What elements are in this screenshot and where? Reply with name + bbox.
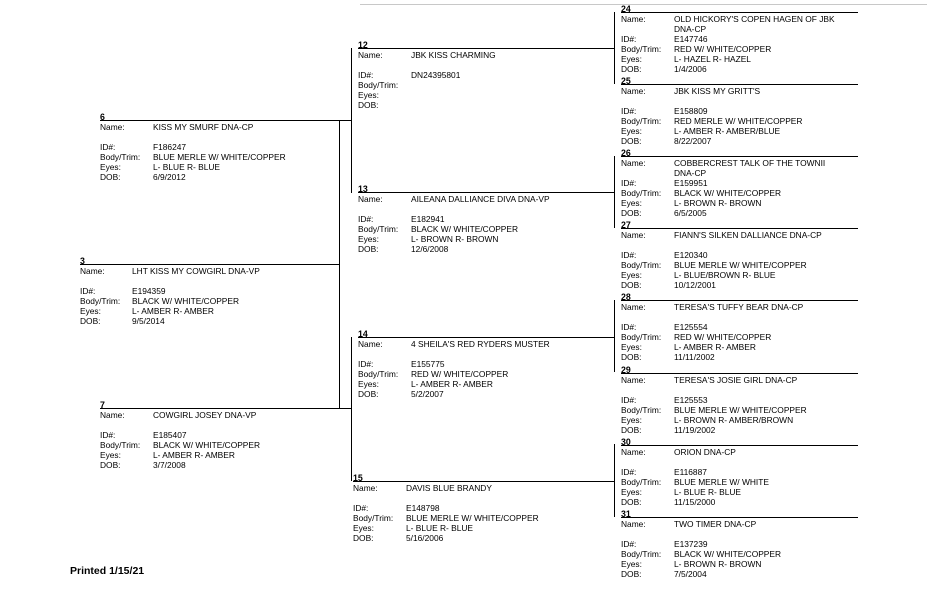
body-trim-value: BLUE MERLE W/ WHITE/COPPER [674, 260, 807, 270]
dob-label: DOB: [100, 460, 121, 470]
id-label: ID#: [358, 70, 374, 80]
body-trim-value: BLACK W/ WHITE/COPPER [674, 188, 782, 198]
entry-underline [621, 228, 858, 229]
name-label: Name: [358, 50, 383, 60]
id-label: ID#: [358, 359, 374, 369]
eyes-value: L- BLUE R- BLUE [153, 162, 221, 172]
entry-number: 13 [358, 184, 368, 194]
dob-label: DOB: [621, 280, 642, 290]
entry-number: 29 [621, 365, 631, 375]
dob-label: DOB: [358, 244, 379, 254]
entry-underline [621, 156, 858, 157]
eyes-value: L- HAZEL R- HAZEL [674, 54, 751, 64]
name-value: DAVIS BLUE BRANDY [406, 483, 492, 493]
eyes-value: L- BROWN R- BROWN [411, 234, 499, 244]
id-value: F186247 [153, 142, 187, 152]
entry-underline [80, 264, 339, 265]
body-trim-value: BLACK W/ WHITE/COPPER [674, 549, 782, 559]
id-label: ID#: [353, 503, 369, 513]
name-label: Name: [621, 230, 646, 240]
entry-underline [358, 337, 614, 338]
id-label: ID#: [621, 322, 637, 332]
name-value: COWGIRL JOSEY DNA-VP [153, 410, 257, 420]
eyes-value: L- AMBER R- AMBER [153, 450, 235, 460]
body-trim-label: Body/Trim: [100, 152, 141, 162]
dob-label: DOB: [621, 136, 642, 146]
body-trim-value: BLACK W/ WHITE/COPPER [153, 440, 261, 450]
bracket-7-connector [351, 337, 352, 481]
body-trim-label: Body/Trim: [621, 405, 662, 415]
body-trim-value: RED W/ WHITE/COPPER [674, 44, 772, 54]
id-label: ID#: [100, 430, 116, 440]
body-trim-value: BLACK W/ WHITE/COPPER [132, 296, 240, 306]
name-label: Name: [358, 194, 383, 204]
entry-number: 26 [621, 148, 631, 158]
body-trim-label: Body/Trim: [621, 477, 662, 487]
dob-label: DOB: [358, 100, 379, 110]
dob-value: 8/22/2007 [674, 136, 712, 146]
name-value: OLD HICKORY'S COPEN HAGEN OF JBK [674, 14, 835, 24]
body-trim-label: Body/Trim: [621, 260, 662, 270]
name-label: Name: [621, 447, 646, 457]
eyes-value: L- AMBER R- AMBER/BLUE [674, 126, 781, 136]
body-trim-label: Body/Trim: [621, 44, 662, 54]
body-trim-value: RED MERLE W/ WHITE/COPPER [674, 116, 803, 126]
entry-number: 15 [353, 473, 363, 483]
eyes-value: L- BLUE/BROWN R- BLUE [674, 270, 776, 280]
name-label: Name: [100, 122, 125, 132]
name-label: Name: [621, 86, 646, 96]
id-value: E155775 [411, 359, 445, 369]
body-trim-value: BLUE MERLE W/ WHITE [674, 477, 769, 487]
id-label: ID#: [621, 178, 637, 188]
eyes-value: L- AMBER R- AMBER [132, 306, 214, 316]
id-value: E158809 [674, 106, 708, 116]
dob-label: DOB: [80, 316, 101, 326]
entry-number: 25 [621, 76, 631, 86]
id-label: ID#: [100, 142, 116, 152]
entry-number: 27 [621, 220, 631, 230]
name-label: Name: [621, 375, 646, 385]
eyes-label: Eyes: [358, 90, 379, 100]
body-trim-value: BLACK W/ WHITE/COPPER [411, 224, 519, 234]
id-label: ID#: [621, 34, 637, 44]
id-value: E148798 [406, 503, 440, 513]
eyes-value: L- BLUE R- BLUE [406, 523, 474, 533]
dob-label: DOB: [621, 425, 642, 435]
eyes-label: Eyes: [621, 198, 642, 208]
entry-number: 3 [80, 256, 85, 266]
id-value: E120340 [674, 250, 708, 260]
name-value: TWO TIMER DNA-CP [674, 519, 757, 529]
id-value: E125553 [674, 395, 708, 405]
eyes-label: Eyes: [621, 126, 642, 136]
body-trim-value: BLUE MERLE W/ WHITE/COPPER [153, 152, 286, 162]
body-trim-label: Body/Trim: [80, 296, 121, 306]
id-label: ID#: [621, 395, 637, 405]
entry-number: 6 [100, 112, 105, 122]
entry-number: 7 [100, 400, 105, 410]
eyes-label: Eyes: [621, 487, 642, 497]
body-trim-value: RED W/ WHITE/COPPER [411, 369, 509, 379]
name-label: Name: [358, 339, 383, 349]
entry-underline [100, 120, 351, 121]
name-value: FIANN'S SILKEN DALLIANCE DNA-CP [674, 230, 822, 240]
name-label: Name: [621, 302, 646, 312]
id-label: ID#: [621, 539, 637, 549]
entry-underline [621, 373, 858, 374]
page-top-edge [360, 4, 927, 5]
eyes-label: Eyes: [353, 523, 374, 533]
bracket-6-connector [351, 48, 352, 193]
name-label: Name: [621, 158, 646, 168]
printed-date: Printed 1/15/21 [70, 565, 145, 577]
dob-value: 11/15/2000 [674, 497, 716, 507]
entry-underline [621, 84, 858, 85]
dob-label: DOB: [353, 533, 374, 543]
entry-underline [353, 481, 614, 482]
name-value: KISS MY SMURF DNA-CP [153, 122, 254, 132]
id-value: E185407 [153, 430, 187, 440]
bracket-3-connector [339, 120, 340, 409]
entry-number: 12 [358, 40, 368, 50]
id-label: ID#: [80, 286, 96, 296]
name-label: Name: [100, 410, 125, 420]
eyes-label: Eyes: [621, 559, 642, 569]
bracket-13-connector [614, 156, 615, 228]
eyes-label: Eyes: [358, 379, 379, 389]
dob-value: 6/9/2012 [153, 172, 186, 182]
body-trim-label: Body/Trim: [621, 188, 662, 198]
dob-label: DOB: [621, 497, 642, 507]
eyes-value: L- AMBER R- AMBER [674, 342, 756, 352]
entry-underline [100, 408, 351, 409]
dob-value: 12/6/2008 [411, 244, 449, 254]
eyes-label: Eyes: [100, 162, 121, 172]
name-value: TERESA'S TUFFY BEAR DNA-CP [674, 302, 804, 312]
dob-label: DOB: [621, 569, 642, 579]
dob-value: 10/12/2001 [674, 280, 716, 290]
name-label: Name: [621, 14, 646, 24]
eyes-label: Eyes: [358, 234, 379, 244]
name-value: LHT KISS MY COWGIRL DNA-VP [132, 266, 260, 276]
entry-underline [621, 445, 858, 446]
id-value: DN24395801 [411, 70, 461, 80]
body-trim-label: Body/Trim: [358, 224, 399, 234]
name-continued: DNA-CP [674, 24, 707, 34]
dob-label: DOB: [358, 389, 379, 399]
eyes-label: Eyes: [621, 415, 642, 425]
dob-value: 9/5/2014 [132, 316, 165, 326]
entry-underline [621, 517, 858, 518]
id-value: E125554 [674, 322, 708, 332]
entry-number: 30 [621, 437, 631, 447]
dob-value: 7/5/2004 [674, 569, 707, 579]
id-value: E116887 [674, 467, 707, 477]
id-value: E194359 [132, 286, 166, 296]
dob-label: DOB: [621, 208, 642, 218]
eyes-label: Eyes: [80, 306, 101, 316]
body-trim-label: Body/Trim: [621, 549, 662, 559]
dob-value: 1/4/2006 [674, 64, 707, 74]
body-trim-label: Body/Trim: [358, 369, 399, 379]
entry-number: 14 [358, 329, 368, 339]
dob-value: 6/5/2005 [674, 208, 707, 218]
entry-number: 28 [621, 292, 631, 302]
eyes-label: Eyes: [621, 54, 642, 64]
body-trim-label: Body/Trim: [621, 116, 662, 126]
eyes-value: L- BLUE R- BLUE [674, 487, 742, 497]
name-label: Name: [621, 519, 646, 529]
entry-number: 24 [621, 4, 631, 14]
eyes-label: Eyes: [621, 342, 642, 352]
dob-label: DOB: [621, 64, 642, 74]
dob-value: 5/16/2006 [406, 533, 444, 543]
eyes-value: L- BROWN R- BROWN [674, 559, 762, 569]
id-value: E182941 [411, 214, 445, 224]
eyes-value: L- AMBER R- AMBER [411, 379, 493, 389]
body-trim-label: Body/Trim: [621, 332, 662, 342]
bracket-15-connector [614, 444, 615, 517]
body-trim-value: BLUE MERLE W/ WHITE/COPPER [674, 405, 807, 415]
id-value: E159951 [674, 178, 708, 188]
dob-value: 11/11/2002 [674, 352, 715, 362]
id-value: E137239 [674, 539, 708, 549]
body-trim-label: Body/Trim: [353, 513, 394, 523]
name-value: JBK KISS CHARMING [411, 50, 496, 60]
body-trim-value: RED W/ WHITE/COPPER [674, 332, 772, 342]
entry-underline [621, 12, 858, 13]
eyes-value: L- BROWN R- AMBER/BROWN [674, 415, 794, 425]
id-label: ID#: [621, 467, 637, 477]
id-value: E147746 [674, 34, 708, 44]
body-trim-label: Body/Trim: [100, 440, 141, 450]
dob-value: 5/2/2007 [411, 389, 444, 399]
bracket-12-connector [614, 12, 615, 84]
body-trim-value: BLUE MERLE W/ WHITE/COPPER [406, 513, 539, 523]
body-trim-label: Body/Trim: [358, 80, 399, 90]
name-value: 4 SHEILA'S RED RYDERS MUSTER [411, 339, 550, 349]
dob-value: 11/19/2002 [674, 425, 716, 435]
name-value: AILEANA DALLIANCE DIVA DNA-VP [411, 194, 550, 204]
dob-label: DOB: [621, 352, 642, 362]
eyes-label: Eyes: [621, 270, 642, 280]
entry-number: 31 [621, 509, 631, 519]
name-continued: DNA-CP [674, 168, 707, 178]
name-value: COBBERCREST TALK OF THE TOWNII [674, 158, 826, 168]
name-value: TERESA'S JOSIE GIRL DNA-CP [674, 375, 798, 385]
id-label: ID#: [621, 250, 637, 260]
entry-underline [358, 48, 614, 49]
name-value: JBK KISS MY GRITT'S [674, 86, 761, 96]
entry-underline [621, 300, 858, 301]
eyes-value: L- BROWN R- BROWN [674, 198, 762, 208]
bracket-14-connector [614, 300, 615, 372]
dob-value: 3/7/2008 [153, 460, 186, 470]
id-label: ID#: [621, 106, 637, 116]
dob-label: DOB: [100, 172, 121, 182]
eyes-label: Eyes: [100, 450, 121, 460]
entry-underline [358, 192, 614, 193]
name-label: Name: [353, 483, 378, 493]
id-label: ID#: [358, 214, 374, 224]
name-value: ORION DNA-CP [674, 447, 736, 457]
name-label: Name: [80, 266, 105, 276]
